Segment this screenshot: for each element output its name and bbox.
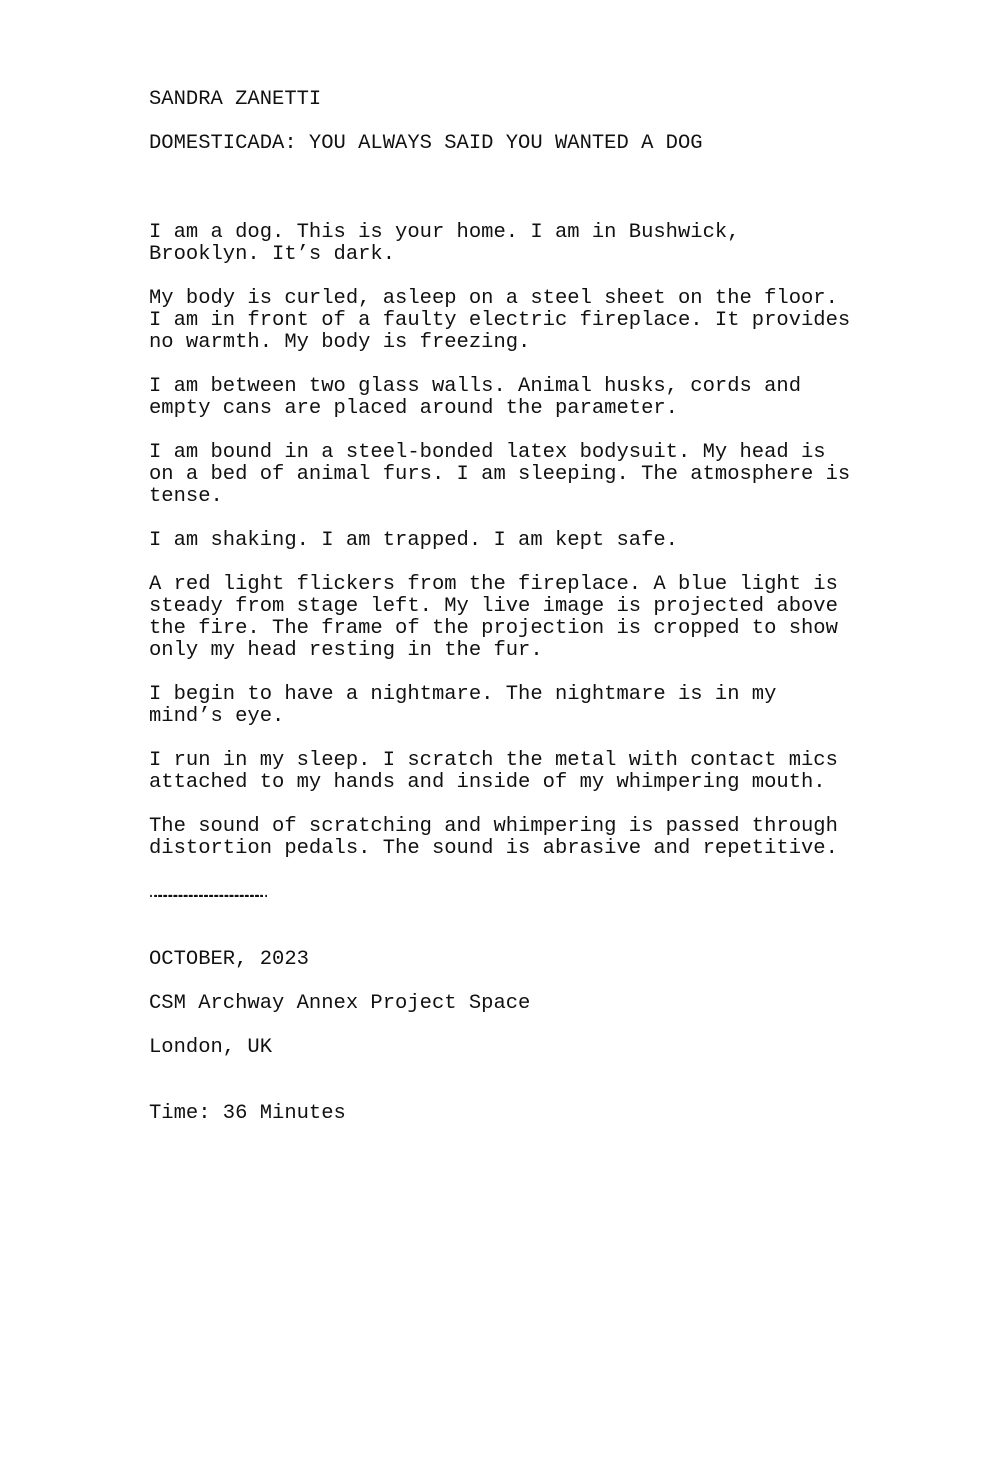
paragraph-line: I run in my sleep. I scratch the metal with contact mics xyxy=(149,749,838,772)
document-page xyxy=(149,89,949,1125)
paragraph-line: only my head resting in the fur. xyxy=(149,639,543,662)
paragraph-line: the fire. The frame of the projection is cropped to show xyxy=(149,617,838,640)
author-name: SANDRA ZANETTI xyxy=(149,88,322,111)
paragraph-line: no warmth. My body is freezing. xyxy=(149,331,531,354)
paragraph-8 xyxy=(149,750,949,794)
paragraph-line: empty cans are placed around the parameter. xyxy=(149,397,678,420)
paragraph-9 xyxy=(149,816,949,860)
paragraph-7 xyxy=(149,684,949,728)
paragraph-line: attached to my hands and inside of my whimpering mouth. xyxy=(149,771,826,794)
paragraph-line: I am bound in a steel-bonded latex bodysuit. My head is xyxy=(149,441,826,464)
paragraph-line: I am between two glass walls. Animal husks, cords and xyxy=(149,375,802,398)
paragraph-line: My body is curled, asleep on a steel sheet on the floor. xyxy=(149,287,838,310)
paragraph-1 xyxy=(149,222,949,266)
paragraph-line: mind’s eye. xyxy=(149,705,285,728)
paragraph-line: steady from stage left. My live image is projected above xyxy=(149,595,838,618)
venue-location: London, UK xyxy=(149,1036,273,1059)
paragraph-line: tense. xyxy=(149,485,223,508)
paragraph-4 xyxy=(149,442,949,508)
paragraph-line: I am a dog. This is your home. I am in Bushwick, xyxy=(149,221,740,244)
duration-text: Time: 36 Minutes xyxy=(149,1102,346,1125)
paragraph-5 xyxy=(149,530,949,552)
work-title: DOMESTICADA: YOU ALWAYS SAID YOU WANTED A DOG xyxy=(149,132,703,155)
paragraph-line: on a bed of animal furs. I am sleeping. The atmosphere is xyxy=(149,463,851,486)
paragraph-2 xyxy=(149,288,949,354)
paragraph-line: Brooklyn. It’s dark. xyxy=(149,243,396,266)
paragraph-line: The sound of scratching and whimpering is passed through xyxy=(149,815,838,838)
venue-name: CSM Archway Annex Project Space xyxy=(149,992,531,1015)
paragraph-line: I am shaking. I am trapped. I am kept safe. xyxy=(149,529,678,552)
paragraph-line: I am in front of a faulty electric fireplace. It provides xyxy=(149,309,851,332)
paragraph-line: A red light flickers from the fireplace. A blue light is xyxy=(149,573,838,596)
paragraph-line: I begin to have a nightmare. The nightmare is in my xyxy=(149,683,777,706)
paragraph-6 xyxy=(149,574,949,662)
dotted-divider: ………………………………………………………… xyxy=(149,881,262,904)
paragraph-line: distortion pedals. The sound is abrasive and repetitive. xyxy=(149,837,838,860)
paragraph-3 xyxy=(149,376,949,420)
performance-date: OCTOBER, 2023 xyxy=(149,948,309,971)
